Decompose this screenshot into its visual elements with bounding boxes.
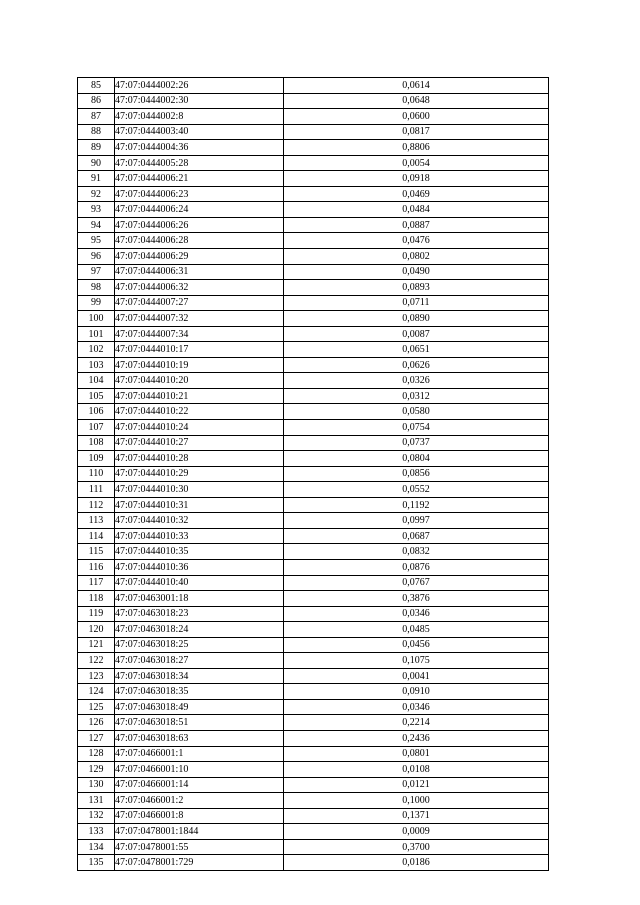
area-cell: 0,0918 — [284, 171, 549, 187]
cadastral-number-cell: 47:07:0478001:1844 — [115, 824, 284, 840]
area-cell: 0,0856 — [284, 466, 549, 482]
row-number-cell: 103 — [78, 357, 115, 373]
table-row — [78, 326, 549, 342]
row-number-cell: 125 — [78, 699, 115, 715]
row-number-cell: 115 — [78, 544, 115, 560]
area-cell: 0,0804 — [284, 451, 549, 467]
cadastral-number-cell: 47:07:0444002:8 — [115, 109, 284, 125]
table-row — [78, 839, 549, 855]
row-number-cell: 134 — [78, 839, 115, 855]
cadastral-number-cell: 47:07:0466001:10 — [115, 762, 284, 778]
table-row — [78, 93, 549, 109]
cadastral-number-cell: 47:07:0444010:22 — [115, 404, 284, 420]
table-row — [78, 78, 549, 94]
area-cell: 0,0580 — [284, 404, 549, 420]
table-row — [78, 575, 549, 591]
area-cell: 0,0754 — [284, 420, 549, 436]
cadastral-number-cell: 47:07:0444006:21 — [115, 171, 284, 187]
table-row — [78, 186, 549, 202]
row-number-cell: 124 — [78, 684, 115, 700]
row-number-cell: 111 — [78, 482, 115, 498]
row-number-cell: 97 — [78, 264, 115, 280]
area-cell: 0,0893 — [284, 280, 549, 296]
table-row — [78, 295, 549, 311]
area-cell: 0,8806 — [284, 140, 549, 156]
table-row — [78, 249, 549, 265]
area-cell: 0,3876 — [284, 591, 549, 607]
row-number-cell: 120 — [78, 622, 115, 638]
row-number-cell: 131 — [78, 793, 115, 809]
table-row — [78, 684, 549, 700]
row-number-cell: 86 — [78, 93, 115, 109]
cadastral-number-cell: 47:07:0444002:30 — [115, 93, 284, 109]
table-row — [78, 606, 549, 622]
area-cell: 0,0887 — [284, 217, 549, 233]
area-cell: 0,0041 — [284, 668, 549, 684]
row-number-cell: 100 — [78, 311, 115, 327]
area-cell: 0,2436 — [284, 730, 549, 746]
row-number-cell: 89 — [78, 140, 115, 156]
row-number-cell: 106 — [78, 404, 115, 420]
cadastral-number-cell: 47:07:0444007:32 — [115, 311, 284, 327]
cadastral-number-cell: 47:07:0463018:25 — [115, 637, 284, 653]
table-row — [78, 730, 549, 746]
table-row — [78, 202, 549, 218]
cadastral-number-cell: 47:07:0444010:24 — [115, 420, 284, 436]
row-number-cell: 102 — [78, 342, 115, 358]
cadastral-number-cell: 47:07:0466001:2 — [115, 793, 284, 809]
table-row — [78, 715, 549, 731]
area-cell: 0,0087 — [284, 326, 549, 342]
cadastral-number-cell: 47:07:0478001:729 — [115, 855, 284, 871]
table-row — [78, 591, 549, 607]
row-number-cell: 122 — [78, 653, 115, 669]
table-row — [78, 497, 549, 513]
cadastral-number-cell: 47:07:0444006:32 — [115, 280, 284, 296]
row-number-cell: 129 — [78, 762, 115, 778]
table-row — [78, 155, 549, 171]
table-row — [78, 855, 549, 871]
cadastral-number-cell: 47:07:0444006:28 — [115, 233, 284, 249]
row-number-cell: 109 — [78, 451, 115, 467]
row-number-cell: 133 — [78, 824, 115, 840]
cadastral-number-cell: 47:07:0466001:14 — [115, 777, 284, 793]
area-cell: 0,0108 — [284, 762, 549, 778]
area-cell: 0,0312 — [284, 388, 549, 404]
area-cell: 0,0552 — [284, 482, 549, 498]
row-number-cell: 85 — [78, 78, 115, 94]
row-number-cell: 92 — [78, 186, 115, 202]
row-number-cell: 118 — [78, 591, 115, 607]
cadastral-number-cell: 47:07:0463018:35 — [115, 684, 284, 700]
row-number-cell: 132 — [78, 808, 115, 824]
cadastral-number-cell: 47:07:0444010:17 — [115, 342, 284, 358]
row-number-cell: 101 — [78, 326, 115, 342]
area-cell: 0,0456 — [284, 637, 549, 653]
row-number-cell: 96 — [78, 249, 115, 265]
table-row — [78, 280, 549, 296]
cadastral-number-cell: 47:07:0444006:26 — [115, 217, 284, 233]
area-cell: 0,0626 — [284, 357, 549, 373]
row-number-cell: 87 — [78, 109, 115, 125]
table-row — [78, 342, 549, 358]
table-row — [78, 793, 549, 809]
table-row — [78, 699, 549, 715]
area-cell: 0,0484 — [284, 202, 549, 218]
row-number-cell: 108 — [78, 435, 115, 451]
cadastral-number-cell: 47:07:0444005:28 — [115, 155, 284, 171]
cadastral-number-cell: 47:07:0463018:23 — [115, 606, 284, 622]
row-number-cell: 94 — [78, 217, 115, 233]
area-cell: 0,0009 — [284, 824, 549, 840]
area-cell: 0,0346 — [284, 606, 549, 622]
row-number-cell: 119 — [78, 606, 115, 622]
table-row — [78, 420, 549, 436]
table-row — [78, 746, 549, 762]
area-cell: 0,0614 — [284, 78, 549, 94]
cadastral-number-cell: 47:07:0478001:55 — [115, 839, 284, 855]
area-cell: 0,1000 — [284, 793, 549, 809]
area-cell: 0,0832 — [284, 544, 549, 560]
cadastral-number-cell: 47:07:0444003:40 — [115, 124, 284, 140]
area-cell: 0,0997 — [284, 513, 549, 529]
row-number-cell: 127 — [78, 730, 115, 746]
area-cell: 0,0469 — [284, 186, 549, 202]
area-cell: 0,1371 — [284, 808, 549, 824]
table-row — [78, 451, 549, 467]
cadastral-number-cell: 47:07:0444010:20 — [115, 373, 284, 389]
table-row — [78, 373, 549, 389]
row-number-cell: 116 — [78, 559, 115, 575]
table-row — [78, 824, 549, 840]
table-row — [78, 140, 549, 156]
table-row — [78, 513, 549, 529]
row-number-cell: 117 — [78, 575, 115, 591]
table-row — [78, 637, 549, 653]
row-number-cell: 126 — [78, 715, 115, 731]
cadastral-number-cell: 47:07:0444010:27 — [115, 435, 284, 451]
row-number-cell: 123 — [78, 668, 115, 684]
table-row — [78, 311, 549, 327]
row-number-cell: 91 — [78, 171, 115, 187]
area-cell: 0,1075 — [284, 653, 549, 669]
parcel-table — [77, 77, 549, 871]
cadastral-number-cell: 47:07:0444010:33 — [115, 528, 284, 544]
table-row — [78, 264, 549, 280]
cadastral-number-cell: 47:07:0444006:23 — [115, 186, 284, 202]
row-number-cell: 88 — [78, 124, 115, 140]
cadastral-number-cell: 47:07:0444010:31 — [115, 497, 284, 513]
cadastral-number-cell: 47:07:0444010:28 — [115, 451, 284, 467]
cadastral-number-cell: 47:07:0444004:36 — [115, 140, 284, 156]
table-row — [78, 466, 549, 482]
area-cell: 0,0186 — [284, 855, 549, 871]
cadastral-number-cell: 47:07:0444006:24 — [115, 202, 284, 218]
table-row — [78, 388, 549, 404]
area-cell: 0,0476 — [284, 233, 549, 249]
table-row — [78, 233, 549, 249]
area-cell: 0,0485 — [284, 622, 549, 638]
area-cell: 0,0648 — [284, 93, 549, 109]
row-number-cell: 98 — [78, 280, 115, 296]
cadastral-number-cell: 47:07:0466001:1 — [115, 746, 284, 762]
table-row — [78, 762, 549, 778]
table-row — [78, 808, 549, 824]
area-cell: 0,0651 — [284, 342, 549, 358]
row-number-cell: 104 — [78, 373, 115, 389]
row-number-cell: 90 — [78, 155, 115, 171]
table-row — [78, 171, 549, 187]
area-cell: 0,2214 — [284, 715, 549, 731]
area-cell: 0,0890 — [284, 311, 549, 327]
parcel-table-body — [78, 78, 549, 871]
cadastral-number-cell: 47:07:0463018:63 — [115, 730, 284, 746]
table-row — [78, 559, 549, 575]
table-row — [78, 435, 549, 451]
row-number-cell: 114 — [78, 528, 115, 544]
cadastral-number-cell: 47:07:0444007:27 — [115, 295, 284, 311]
cadastral-number-cell: 47:07:0463018:34 — [115, 668, 284, 684]
cadastral-number-cell: 47:07:0444007:34 — [115, 326, 284, 342]
row-number-cell: 110 — [78, 466, 115, 482]
cadastral-number-cell: 47:07:0444010:36 — [115, 559, 284, 575]
area-cell: 0,0802 — [284, 249, 549, 265]
cadastral-number-cell: 47:07:0444010:29 — [115, 466, 284, 482]
row-number-cell: 135 — [78, 855, 115, 871]
area-cell: 0,0121 — [284, 777, 549, 793]
area-cell: 0,0711 — [284, 295, 549, 311]
row-number-cell: 121 — [78, 637, 115, 653]
table-row — [78, 357, 549, 373]
row-number-cell: 99 — [78, 295, 115, 311]
area-cell: 0,0801 — [284, 746, 549, 762]
cadastral-number-cell: 47:07:0463018:51 — [115, 715, 284, 731]
area-cell: 0,0326 — [284, 373, 549, 389]
area-cell: 0,0737 — [284, 435, 549, 451]
area-cell: 0,0767 — [284, 575, 549, 591]
area-cell: 0,0490 — [284, 264, 549, 280]
area-cell: 0,1192 — [284, 497, 549, 513]
row-number-cell: 112 — [78, 497, 115, 513]
area-cell: 0,0600 — [284, 109, 549, 125]
table-row — [78, 482, 549, 498]
row-number-cell: 130 — [78, 777, 115, 793]
row-number-cell: 113 — [78, 513, 115, 529]
cadastral-number-cell: 47:07:0444010:35 — [115, 544, 284, 560]
cadastral-number-cell: 47:07:0444010:30 — [115, 482, 284, 498]
area-cell: 0,0876 — [284, 559, 549, 575]
table-row — [78, 528, 549, 544]
cadastral-number-cell: 47:07:0444010:19 — [115, 357, 284, 373]
row-number-cell: 107 — [78, 420, 115, 436]
table-row — [78, 124, 549, 140]
area-cell: 0,0910 — [284, 684, 549, 700]
cadastral-number-cell: 47:07:0444010:32 — [115, 513, 284, 529]
cadastral-number-cell: 47:07:0444010:40 — [115, 575, 284, 591]
table-row — [78, 109, 549, 125]
area-cell: 0,0054 — [284, 155, 549, 171]
cadastral-number-cell: 47:07:0463018:24 — [115, 622, 284, 638]
cadastral-number-cell: 47:07:0444002:26 — [115, 78, 284, 94]
row-number-cell: 105 — [78, 388, 115, 404]
table-row — [78, 404, 549, 420]
area-cell: 0,0687 — [284, 528, 549, 544]
cadastral-number-cell: 47:07:0444006:29 — [115, 249, 284, 265]
table-row — [78, 653, 549, 669]
table-row — [78, 544, 549, 560]
table-row — [78, 777, 549, 793]
area-cell: 0,0346 — [284, 699, 549, 715]
cadastral-number-cell: 47:07:0463001:18 — [115, 591, 284, 607]
table-row — [78, 622, 549, 638]
row-number-cell: 93 — [78, 202, 115, 218]
table-row — [78, 668, 549, 684]
area-cell: 0,0817 — [284, 124, 549, 140]
cadastral-number-cell: 47:07:0444010:21 — [115, 388, 284, 404]
area-cell: 0,3700 — [284, 839, 549, 855]
cadastral-number-cell: 47:07:0463018:49 — [115, 699, 284, 715]
cadastral-number-cell: 47:07:0444006:31 — [115, 264, 284, 280]
cadastral-number-cell: 47:07:0466001:8 — [115, 808, 284, 824]
row-number-cell: 128 — [78, 746, 115, 762]
cadastral-number-cell: 47:07:0463018:27 — [115, 653, 284, 669]
table-row — [78, 217, 549, 233]
row-number-cell: 95 — [78, 233, 115, 249]
